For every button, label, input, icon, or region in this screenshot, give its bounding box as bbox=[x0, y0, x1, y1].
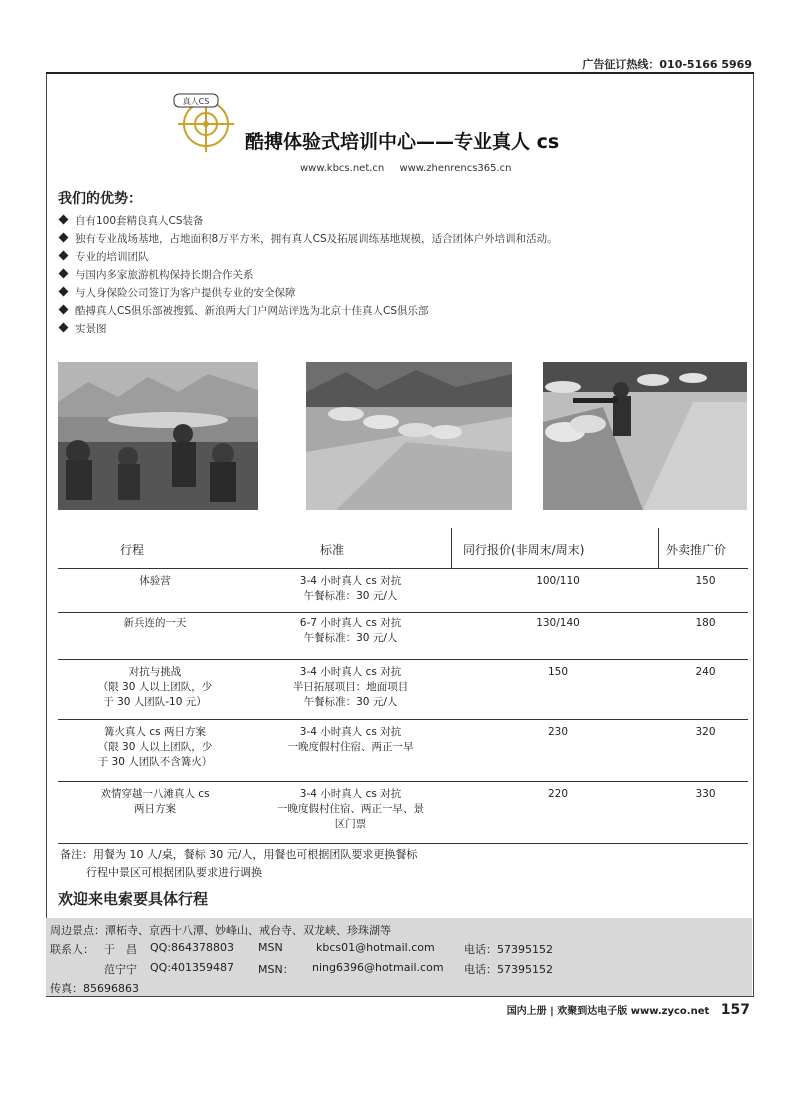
header-itinerary: 行程 bbox=[120, 543, 145, 557]
page-number: 157 bbox=[720, 1002, 750, 1018]
msn-label: MSN bbox=[258, 941, 283, 954]
footer-text: 国内上册 | 欢聚到达电子版 www.zyco.net bbox=[506, 1006, 710, 1017]
photo-trench-shooter bbox=[543, 362, 747, 510]
page-title: 酷搏体验式培训中心——专业真人 cs bbox=[245, 131, 560, 153]
list-item: 与国内多家旅游机构保持长期合作关系 bbox=[56, 266, 736, 284]
list-item: 实景图 bbox=[56, 320, 736, 338]
website-urls bbox=[300, 163, 512, 174]
fax: 传真：85696863 bbox=[50, 982, 139, 995]
price-table: 行程 标准 同行报价(非周末/周末) 外卖推广价 体验营 3-4 小时真人 cs 对抗 午餐标准：30 元/人 100/110 150 新兵连的一天 6-7 小时真人 cs 对抗 午餐标准：30 元/人 130/140 180 对抗与挑战 （限 30 人以上团队，少 于 30 人团队-10 元） 3-4 小时真人 cs 对抗 半日拓展项目：地面项目 午餐标准：30 元/人 150 240 篝火真人 cs 两日方案 （限 30 人以上团队，少 于 30 人团队不含篝火） 3-4 小时真人 cs 对抗 一晚度假村住宿、两正一早 230 320 欢情穿越一八滩真人 cs 两日方案 3-4 小时真人 cs 对抗 一晚度假村住宿、两正一早、景 区门票 220 330 bbox=[58, 528, 748, 568]
divider bbox=[58, 659, 748, 660]
list-item: 与人身保险公司签订为客户提供专业的安全保障 bbox=[56, 284, 736, 302]
contact-qq: QQ:864378803 bbox=[150, 941, 235, 954]
contact-box bbox=[46, 918, 752, 996]
divider bbox=[58, 843, 748, 844]
divider bbox=[451, 528, 452, 568]
contact-phone: 电话：57395152 bbox=[464, 943, 553, 956]
url-kbcs[interactable]: www.kbcs.net.cn bbox=[300, 163, 385, 174]
crosshair-logo-icon bbox=[170, 88, 238, 156]
list-item: 专业的培训团队 bbox=[56, 248, 736, 266]
divider bbox=[658, 528, 659, 568]
contact-name: 范宁宁 bbox=[104, 963, 137, 976]
header-standard: 标准 bbox=[320, 543, 345, 557]
advantages-list bbox=[56, 212, 736, 338]
contact-qq: QQ:401359487 bbox=[150, 961, 235, 974]
welcome-text: 欢迎来电索要具体行程 bbox=[58, 890, 209, 908]
page-footer bbox=[507, 1002, 750, 1018]
photo-sandbag-trench bbox=[306, 362, 512, 510]
contact-name: 于 昌 bbox=[104, 943, 137, 956]
contact-msn[interactable]: ning6396@hotmail.com bbox=[312, 961, 444, 974]
list-item: 酷搏真人CS俱乐部被搜狐、新浪两大门户网站评选为北京十佳真人CS俱乐部 bbox=[56, 302, 736, 320]
diamond-bullet-icon bbox=[59, 269, 69, 279]
divider bbox=[58, 568, 748, 569]
divider bbox=[58, 781, 748, 782]
table-header bbox=[58, 528, 748, 568]
diamond-bullet-icon bbox=[59, 305, 69, 315]
contact-label: 联系人： bbox=[50, 943, 94, 956]
diamond-bullet-icon bbox=[59, 215, 69, 225]
contact-msn[interactable]: kbcs01@hotmail.com bbox=[316, 941, 435, 954]
ad-hotline: 广告征订热线：010-5166 5969 bbox=[582, 58, 752, 71]
header-peer-price: 同行报价(非周末/周末) bbox=[463, 543, 585, 557]
list-item: 独有专业战场基地，占地面积8万平方米，拥有真人CS及拓展训练基地规模，适合团体户外培训和活动。 bbox=[56, 230, 736, 248]
diamond-bullet-icon bbox=[59, 251, 69, 261]
diamond-bullet-icon bbox=[59, 287, 69, 297]
divider bbox=[58, 612, 748, 613]
url-zhenrencs[interactable]: www.zhenrencs365.cn bbox=[399, 163, 512, 174]
diamond-bullet-icon bbox=[59, 323, 69, 333]
header-retail-price: 外卖推广价 bbox=[666, 543, 727, 557]
diamond-bullet-icon bbox=[59, 233, 69, 243]
advantages-heading: 我们的优势： bbox=[58, 191, 142, 207]
logo-text: 真人CS bbox=[182, 97, 210, 106]
divider bbox=[58, 719, 748, 720]
contact-phone: 电话：57395152 bbox=[464, 963, 553, 976]
list-item: 自有100套精良真人CS装备 bbox=[56, 212, 736, 230]
table-notes: 备注：用餐为 10 人/桌，餐标 30 元/人，用餐也可根据团队要求更换餐标 行程中景区可根据团队要求进行调换 bbox=[60, 848, 418, 879]
photo-soldiers-trench bbox=[58, 362, 258, 510]
msn-label: MSN： bbox=[258, 963, 294, 976]
scenic-spots: 周边景点：潭柘寺、京西十八潭、妙峰山、戒台寺、双龙峡、珍珠湖等 bbox=[50, 924, 391, 937]
